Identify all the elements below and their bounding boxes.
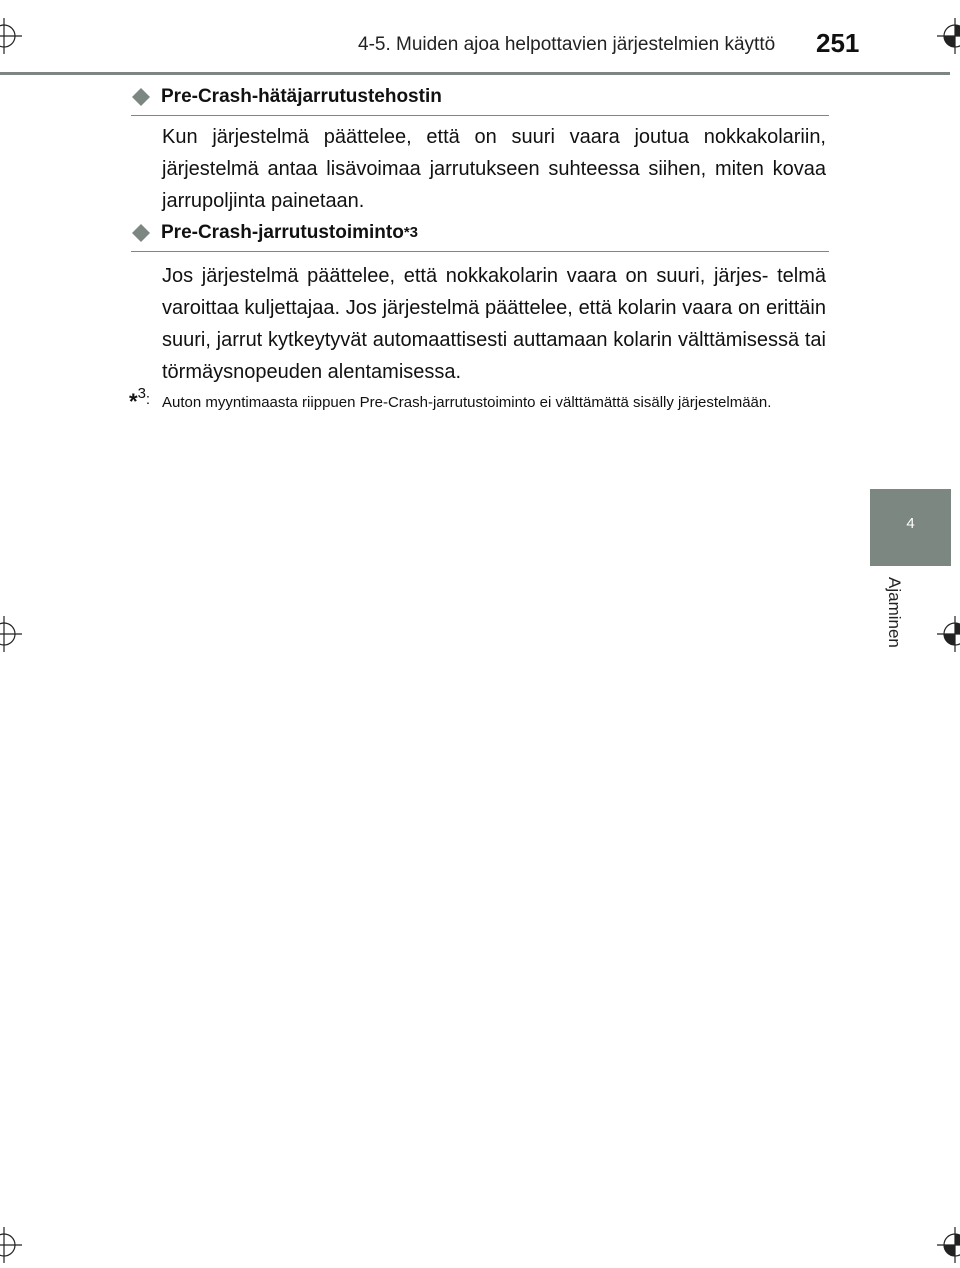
running-header-section-title: 4-5. Muiden ajoa helpottavien järjestelmien käyttö: [358, 34, 776, 55]
registration-mark-icon: [0, 1227, 22, 1263]
footnote-marker: [129, 385, 150, 415]
chapter-number: 4: [906, 515, 915, 532]
footnote-text: Auton myyntimaasta riippuen Pre-Crash-jarrutustoiminto ei välttämättä sisälly järjestelmään.: [162, 394, 772, 411]
footnote-star: *: [129, 389, 138, 414]
registration-mark-icon: [937, 18, 960, 54]
footnote-colon: :: [145, 391, 151, 408]
registration-mark-icon: [937, 616, 960, 652]
section-heading: [131, 86, 829, 116]
section-heading-text: Pre-Crash-hätäjarrutustehostin: [161, 86, 442, 107]
registration-mark-icon: [0, 18, 22, 54]
chapter-title: Ajaminen: [885, 577, 904, 648]
registration-mark-icon: [0, 616, 22, 652]
section-heading-text: Pre-Crash-jarrutustoiminto: [161, 222, 404, 243]
page-number: 251: [816, 28, 860, 58]
header-rule: [0, 72, 950, 75]
footnote-number: 3: [137, 385, 146, 402]
chapter-tab: [870, 489, 951, 566]
registration-mark-icon: [937, 1227, 960, 1263]
diamond-bullet-icon: [131, 87, 151, 107]
section-body: Kun järjestelmä päättelee, että on suuri vaara joutua nokkakolariin, järjestelmä antaa lisävoimaa jarrutukseen suhteessa siihen, miten kovaa jarrupoljinta painetaan.: [162, 126, 826, 212]
section-body: Jos järjestelmä päättelee, että nokkakolarin vaara on suuri, järjes- telmä varoittaa kuljettajaa. Jos järjestelmä päättelee, että kolarin vaara on erittäin suuri, jarrut kytkeytyvät automaattisesti auttamaan kolarin välttämisessä tai törmäysnopeuden alentamisessa.: [162, 265, 826, 383]
section-heading: Pre-Crash-jarrutustoiminto *3: [131, 222, 829, 252]
diamond-bullet-icon: [131, 223, 151, 243]
